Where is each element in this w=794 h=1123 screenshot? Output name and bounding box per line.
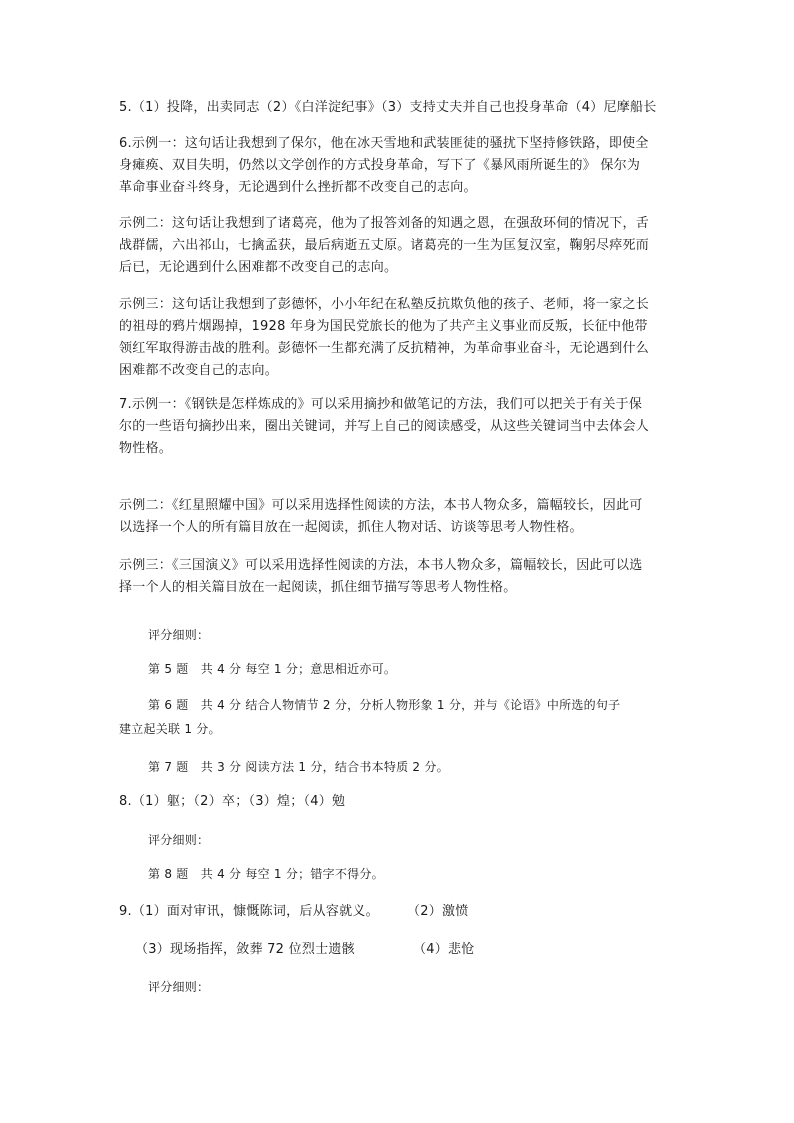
q7-example-1: [119, 394, 675, 460]
scoring-q6-line1: 第 6 题 共 4 分 结合人物情节 2 分，分析人物形象 1 分，并与《论语》中所选的句子: [148, 698, 621, 712]
text-line: 以选择一个人的所有篇目放在一起阅读，抓住人物对话、访谈等思考人物性格。: [119, 520, 583, 535]
q9-answer-1: 9.（1）面对审讯，慷慨陈词，后从容就义。: [119, 904, 379, 919]
text-line: 革命事业奋斗终身，无论遇到什么挫折都不改变自己的志向。: [119, 180, 477, 195]
text-line: 物性格。: [119, 441, 173, 456]
text-line: 示例二：这句话让我想到了诸葛亮，他为了报答刘备的知遇之恩，在强敌环伺的情况下，舌: [119, 216, 650, 231]
q9-answer-3: （3）现场指挥，敛葬 72 位烈士遗骸: [135, 942, 355, 957]
text-line: 后已，无论遇到什么困难都不改变自己的志向。: [119, 260, 398, 275]
q9-answer-4: （4）悲怆: [413, 942, 475, 957]
q7-example-3: [119, 555, 675, 599]
text-line: 7.示例一：《钢铁是怎样炼成的》可以采用摘抄和做笔记的方法，我们可以把关于有关于保: [119, 397, 643, 412]
q7-example-2: [119, 495, 675, 539]
q6-example-3: [119, 294, 675, 382]
scoring-q7: 第 7 题 共 3 分 阅读方法 1 分，结合书本特质 2 分。: [148, 760, 449, 774]
text-line: 6.示例一：这句话让我想到了保尔，他在冰天雪地和武装匪徒的骚扰下坚持修铁路，即使全: [119, 136, 649, 151]
q5-answer: 5.（1）投降，出卖同志（2）《白洋淀纪事》（3）支持丈夫并自己也投身革命（4）尼摩船长: [119, 100, 657, 115]
text-line: 身瘫痪、双目失明，仍然以文学创作的方式投身革命，写下了《暴风雨所诞生的》 保尔为: [119, 158, 641, 173]
text-line: 尔的一些语句摘抄出来，圈出关键词，并写上自己的阅读感受，从这些关键词当中去体会人: [119, 419, 650, 434]
q6-example-2: [119, 213, 675, 279]
scoring-q8: 第 8 题 共 4 分 每空 1 分；错字不得分。: [148, 867, 384, 881]
q8-answer: 8.（1）躯；（2）卒；（3）煌；（4）勉: [119, 794, 346, 809]
text-line: 示例三：这句话让我想到了彭德怀，小小年纪在私塾反抗欺负他的孩子、老师，将一家之长: [119, 297, 650, 312]
scoring-heading: 评分细则：: [148, 628, 210, 642]
text-line: 领红军取得游击战的胜利。彭德怀一生都充满了反抗精神，为革命事业奋斗，无论遇到什么: [119, 341, 650, 356]
text-line: 示例二：《红星照耀中国》可以采用选择性阅读的方法，本书人物众多，篇幅较长，因此可: [119, 498, 643, 513]
scoring-q5: 第 5 题 共 4 分 每空 1 分；意思相近亦可。: [148, 662, 397, 676]
scoring-heading: 评分细则：: [148, 833, 210, 847]
scoring-heading: 评分细则：: [148, 980, 210, 994]
q6-example-1: [119, 133, 675, 199]
text-line: 择一个人的相关篇目放在一起阅读，抓住细节描写等思考人物性格。: [119, 580, 517, 595]
text-line: 困难都不改变自己的志向。: [119, 363, 279, 378]
text-line: 示例三：《三国演义》可以采用选择性阅读的方法，本书人物众多，篇幅较长，因此可以选: [119, 558, 643, 573]
q9-answer-2: （2）激愤: [407, 904, 469, 919]
scoring-q6-line2: 建立起关联 1 分。: [119, 722, 221, 736]
text-line: 战群儒，六出祁山，七擒孟获，最后病逝五丈原。诸葛亮的一生为匡复汉室，鞠躬尽瘁死而: [119, 238, 650, 253]
text-line: 的祖母的鸦片烟踢掉，1928 年身为国民党旅长的他为了共产主义事业而反叛，长征中他带: [119, 319, 648, 334]
